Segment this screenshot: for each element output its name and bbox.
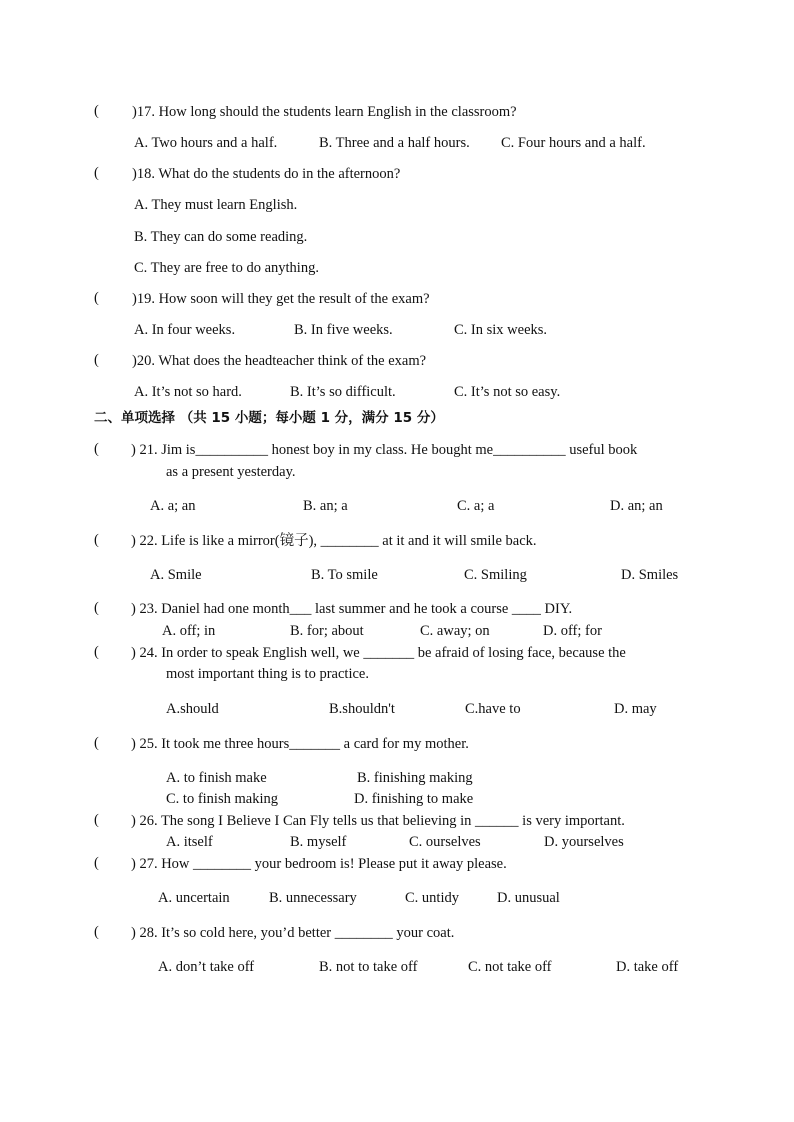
q23-option-b: B. for; about (290, 623, 364, 639)
q20-option-a: A. It’s not so hard. (134, 384, 242, 400)
q22-option-b: B. To smile (311, 567, 378, 583)
question-20-text: )20. What does the headteacher think of the exam? (132, 353, 427, 369)
question-24-text-cont: most important thing is to practice. (166, 666, 369, 682)
q26-option-b: B. myself (290, 834, 347, 850)
q24-option-a: A.should (166, 701, 219, 717)
q22-option-d: D. Smiles (621, 567, 679, 583)
answer-blank-q26: ( (94, 812, 99, 828)
q26-option-c: C. ourselves (409, 834, 481, 850)
q24-option-b: B.shouldn't (329, 701, 395, 717)
section-heading: 二、单项选择 （共 15 小题；每小题 1 分，满分 15 分） (94, 410, 444, 426)
q18-option-c: C. They are free to do anything. (134, 260, 319, 276)
answer-blank-q19: ( (94, 290, 99, 306)
answer-blank-q18: ( (94, 165, 99, 181)
q20-option-c: C. It’s not so easy. (454, 384, 561, 400)
q19-option-b: B. In five weeks. (294, 322, 393, 338)
q28-option-c: C. not take off (468, 959, 552, 975)
q28-option-a: A. don’t take off (158, 959, 255, 975)
q25-option-d: D. finishing to make (354, 791, 474, 807)
q21-option-c: C. a; a (457, 498, 495, 514)
answer-blank-q17: ( (94, 103, 99, 119)
q27-option-a: A. uncertain (158, 890, 230, 906)
question-21-text-cont: as a present yesterday. (166, 464, 296, 480)
q23-option-d: D. off; for (543, 623, 602, 639)
q28-option-d: D. take off (616, 959, 679, 975)
q26-option-d: D. yourselves (544, 834, 624, 850)
q25-option-c: C. to finish making (166, 791, 278, 807)
q28-option-b: B. not to take off (319, 959, 418, 975)
question-22-text: ) 22. Life is like a mirror(镜子), ________ at it and it will smile back. (131, 533, 537, 549)
answer-blank-q28: ( (94, 924, 99, 940)
q17-option-b: B. Three and a half hours. (319, 135, 470, 151)
question-24-text: ) 24. In order to speak English well, we _______ be afraid of losing face, because the (131, 645, 626, 661)
question-21-text: ) 21. Jim is__________ honest boy in my class. He bought me__________ useful book (131, 442, 638, 458)
q27-option-c: C. untidy (405, 890, 459, 906)
answer-blank-q22: ( (94, 532, 99, 548)
question-18-text: )18. What do the students do in the afternoon? (132, 166, 401, 182)
q18-option-a: A. They must learn English. (134, 197, 298, 213)
answer-blank-q25: ( (94, 735, 99, 751)
answer-blank-q27: ( (94, 855, 99, 871)
question-25-text: ) 25. It took me three hours_______ a card for my mother. (131, 736, 469, 752)
q27-option-b: B. unnecessary (269, 890, 357, 906)
q22-option-a: A. Smile (150, 567, 202, 583)
answer-blank-q24: ( (94, 644, 99, 660)
question-17-text: )17. How long should the students learn English in the classroom? (132, 104, 517, 120)
q21-option-d: D. an; an (610, 498, 663, 514)
q20-option-b: B. It’s so difficult. (290, 384, 396, 400)
q21-option-b: B. an; a (303, 498, 348, 514)
q19-option-c: C. In six weeks. (454, 322, 548, 338)
q23-option-a: A. off; in (162, 623, 216, 639)
question-19-text: )19. How soon will they get the result of the exam? (132, 291, 430, 307)
q22-option-c: C. Smiling (464, 567, 527, 583)
q27-option-d: D. unusual (497, 890, 560, 906)
q17-option-c: C. Four hours and a half. (501, 135, 646, 151)
q24-option-d: D. may (614, 701, 657, 717)
q18-option-b: B. They can do some reading. (134, 229, 308, 245)
answer-blank-q20: ( (94, 352, 99, 368)
q21-option-a: A. a; an (150, 498, 196, 514)
question-23-text: ) 23. Daniel had one month___ last summer and he took a course ____ DIY. (131, 601, 573, 617)
question-28-text: ) 28. It’s so cold here, you’d better ________ your coat. (131, 925, 455, 941)
q23-option-c: C. away; on (420, 623, 490, 639)
q25-option-a: A. to finish make (166, 770, 267, 786)
answer-blank-q23: ( (94, 600, 99, 616)
q19-option-a: A. In four weeks. (134, 322, 236, 338)
q17-option-a: A. Two hours and a half. (134, 135, 278, 151)
q26-option-a: A. itself (166, 834, 213, 850)
answer-blank-q21: ( (94, 441, 99, 457)
q24-option-c: C.have to (465, 701, 521, 717)
question-26-text: ) 26. The song I Believe I Can Fly tells us that believing in ______ is very important. (131, 813, 625, 829)
question-27-text: ) 27. How ________ your bedroom is! Please put it away please. (131, 856, 507, 872)
q25-option-b: B. finishing making (357, 770, 473, 786)
